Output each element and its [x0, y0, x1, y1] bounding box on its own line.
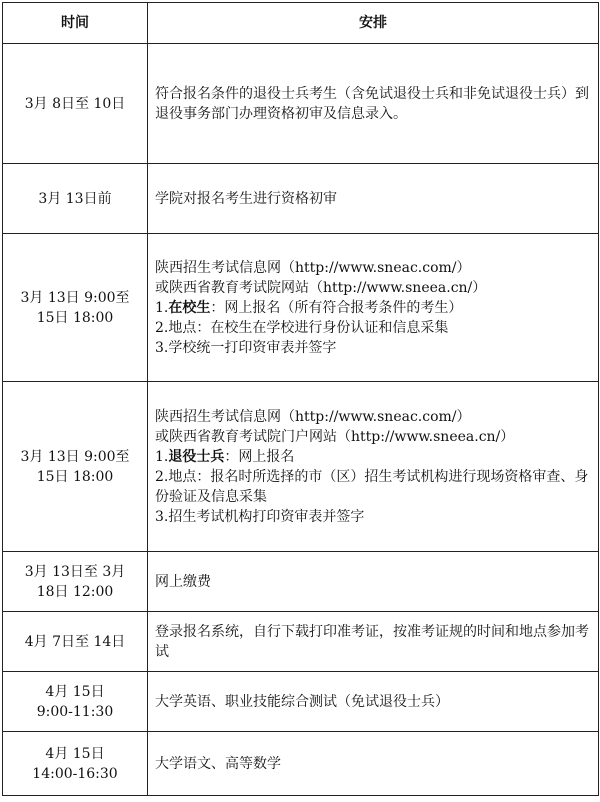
plan-text: 陕西招生考试信息网（http://www.sneac.com/） [155, 259, 471, 276]
plan-text: 登录报名系统，自行下载打印准考证，按准考证规的时间和地点参加考试 [155, 623, 589, 660]
time-cell [3, 44, 148, 164]
plan-text: 符合报名条件的退役士兵考生（含免试退役士兵和非免试退役士兵）到退役事务部门办理资格初审及信息录入。 [155, 85, 589, 122]
time-text: 3月 13日 9:00至 [20, 289, 130, 306]
plan-list-item [155, 447, 592, 467]
plan-text: 或陕西省教育考试院网站（http://www.sneea.cn/） [155, 279, 487, 296]
plan-cell [148, 612, 599, 672]
table-row [3, 672, 599, 732]
plan-text: 陕西招生考试信息网（http://www.sneac.com/） [155, 408, 471, 425]
table-row [3, 164, 599, 234]
item-text: 学校统一打印资审表并签字 [168, 339, 337, 356]
time-text: 4月 7日至 14日 [24, 633, 126, 650]
plan-list-item [155, 338, 592, 358]
plan-text: 大学语文、高等数学 [155, 755, 281, 772]
table-row [3, 732, 599, 796]
item-number: 3. [155, 508, 169, 525]
schedule-table [2, 2, 599, 796]
time-text: 15日 18:00 [36, 468, 114, 485]
item-text: ：网上报名（所有符合报考条件的考生） [210, 299, 463, 316]
item-number: 2. [155, 319, 169, 336]
plan-text: 学院对报名考生进行资格初审 [155, 190, 337, 207]
time-text: 3月 13日前 [38, 190, 112, 207]
item-text: 地点：在校生在学校进行身份认证和信息采集 [168, 319, 449, 336]
table-row [3, 382, 599, 552]
item-number: 1. [155, 448, 169, 465]
item-number: 1. [155, 299, 169, 316]
table-row [3, 552, 599, 612]
header-row [3, 3, 599, 44]
plan-text: 大学英语、职业技能综合测试（免试退役士兵） [155, 693, 449, 710]
plan-list-item [155, 298, 592, 318]
time-text: 4月 15日 [45, 683, 105, 700]
item-number: 3. [155, 339, 169, 356]
item-bold-label: 退役士兵 [168, 448, 225, 465]
table-row [3, 234, 599, 382]
plan-cell [148, 732, 599, 796]
plan-list-item [155, 467, 592, 507]
header-plan: 安排 [148, 3, 599, 44]
plan-cell [148, 234, 599, 382]
time-cell [3, 612, 148, 672]
time-cell [3, 234, 148, 382]
time-text: 18日 12:00 [36, 583, 114, 600]
plan-cell [148, 164, 599, 234]
plan-cell [148, 552, 599, 612]
table-row [3, 44, 599, 164]
plan-cell [148, 44, 599, 164]
table-row [3, 612, 599, 672]
plan-cell [148, 672, 599, 732]
time-cell [3, 672, 148, 732]
time-cell [3, 382, 148, 552]
time-cell [3, 552, 148, 612]
item-text: 招生考试机构打印资审表并签字 [168, 508, 365, 525]
item-text: 地点：报名时所选择的市（区）招生考试机构进行现场资格审查、身份验证及信息采集 [155, 468, 589, 505]
plan-list-item [155, 318, 592, 338]
time-text: 9:00-11:30 [36, 703, 114, 720]
time-text: 15日 18:00 [36, 309, 114, 326]
header-time: 时间 [3, 3, 148, 44]
plan-list-item [155, 507, 592, 527]
time-text: 3月 13日至 3月 [24, 563, 126, 580]
time-text: 4月 15日 [45, 745, 105, 762]
time-text: 3月 8日至 10日 [24, 95, 126, 112]
time-cell [3, 732, 148, 796]
item-bold-label: 在校生 [168, 299, 211, 316]
plan-text: 网上缴费 [155, 573, 211, 590]
item-text: ：网上报名 [224, 448, 295, 465]
time-text: 14:00-16:30 [32, 765, 118, 782]
plan-text: 或陕西省教育考试院门户网站（http://www.sneea.cn/） [155, 428, 515, 445]
item-number: 2. [155, 468, 169, 485]
time-text: 3月 13日 9:00至 [20, 448, 130, 465]
plan-cell [148, 382, 599, 552]
time-cell [3, 164, 148, 234]
